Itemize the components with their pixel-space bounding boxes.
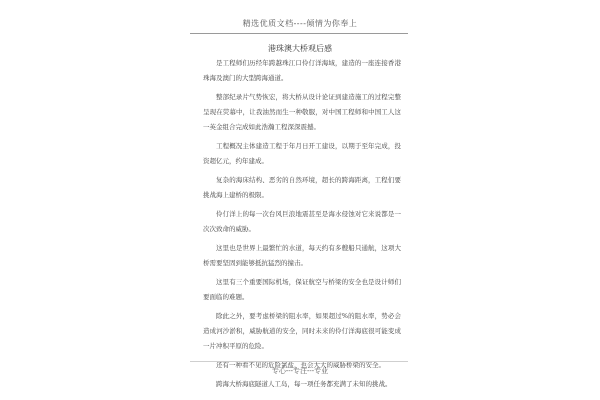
footer-divider [190,361,408,362]
paragraph: 还有一种看不见的危险氯盐，也会大大的威胁桥梁的安全。 [216,361,385,369]
paragraph: 整部纪录片气势恢宏，将大桥从设计论证到建造施工的过程完整呈现在荧幕中，让我油然而生一种敬服，对中国工程师和中国工人这一英金组合完成如此浩瀚工程深深震撼。 [203,93,401,131]
footer-text: 专心---专注---专业 [271,367,329,375]
document-body [203,56,401,396]
paragraph: 工程概况主体建造工程于年月日开工建设，以期于至年完成，投资超亿元，约年建成。 [203,142,401,165]
paragraph: 这里有三个重要国际机场，保证航空与桥梁的安全也是设计师们要面临的难题。 [203,278,401,301]
paragraph: 复杂的海床结构、恶劣的自然环境，超长的跨海距离，工程们要挑战海上建桥的极限。 [203,176,401,199]
paragraph: 伶仃洋上的每一次台风巨浪地震甚至是海水侵蚀对它来说都是一次次致命的威胁。 [203,210,401,233]
header-banner: 精选优质文档----倾情为你奉上 [242,19,358,28]
paragraph: 除此之外，要考虑桥梁的阻水率，如果超过%的阻水率，势必会造成河沙淤积，威胁航道的安全，同时未来的伶仃洋海底很可能变成一片冲积平原的危险。 [203,312,401,350]
paragraph: 是工程师们历经年跨越珠江口伶仃洋海域，建造的一座连接香港珠海及澳门的大型跨海通道。 [203,59,401,82]
paragraph: 跨海大桥海底隧道人工岛，每一项任务都充满了未知的挑战。 [216,380,392,388]
document-title: 港珠澳大桥观后感 [268,44,332,53]
header-divider [190,33,408,34]
paragraph: 这里也是世界上最繁忙的水道，每天约有多艘船只通航，这项大桥需要坚固到能够抵抗猛烈的撞击。 [203,244,401,267]
